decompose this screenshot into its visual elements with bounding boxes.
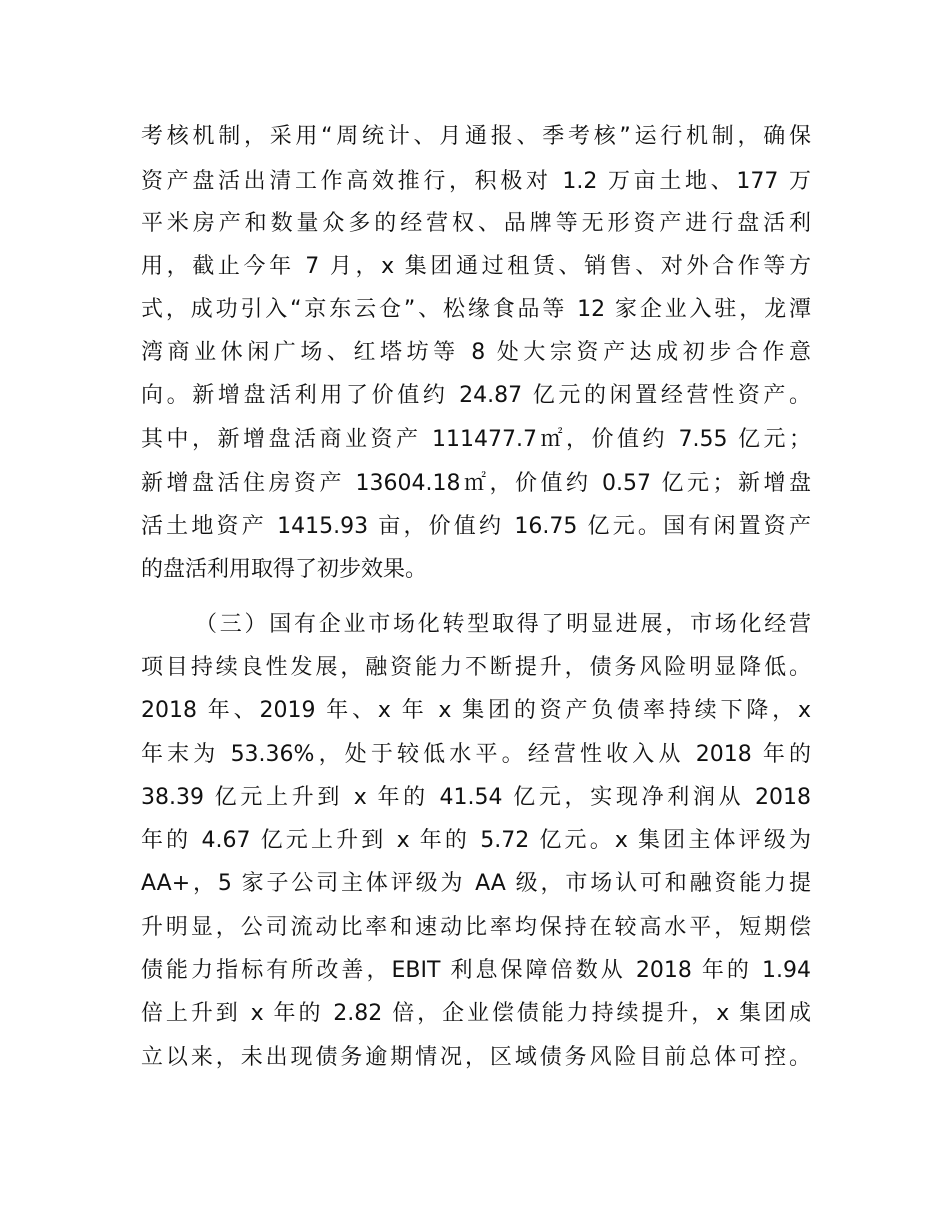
paragraph-2-line-5: 38.39 亿元上升到 x 年的 41.54 亿元，实现净利润从 2018 (141, 785, 811, 810)
paragraph-1-line-3: 平米房产和数量众多的经营权、品牌等无形资产进行盘活利 (141, 211, 811, 236)
paragraph-1-line-11: 的盘活利用取得了初步效果。 (141, 557, 428, 582)
paragraph-2-line-1: （三）国有企业市场化转型取得了明显进展，市场化经营 (195, 612, 811, 637)
paragraph-2-line-3: 2018 年、2019 年、x 年 x 集团的资产负债率持续下降，x (141, 698, 811, 723)
paragraph-2-line-8: 升明显，公司流动比率和速动比率均保持在较高水平，短期偿 (141, 915, 811, 940)
paragraph-1-line-1: 考核机制，采用“周统计、月通报、季考核”运行机制，确保 (141, 124, 811, 149)
paragraph-1-line-4: 用，截止今年 7 月，x 集团通过租赁、销售、对外合作等方 (141, 254, 811, 279)
paragraph-1-line-2: 资产盘活出清工作高效推行，积极对 1.2 万亩土地、177 万 (141, 169, 811, 194)
paragraph-1-line-8: 其中，新增盘活商业资产 111477.7㎡，价值约 7.55 亿元； (141, 427, 811, 452)
paragraph-1-line-7: 向。新增盘活利用了价值约 24.87 亿元的闲置经营性资产。 (141, 383, 811, 408)
paragraph-2-line-11: 立以来，未出现债务逾期情况，区域债务风险目前总体可控。 (141, 1045, 811, 1070)
paragraph-1-line-6: 湾商业休闲广场、红塔坊等 8 处大宗资产达成初步合作意 (141, 340, 811, 365)
paragraph-2-line-4: 年末为 53.36%，处于较低水平。经营性收入从 2018 年的 (141, 742, 811, 767)
paragraph-1-line-10: 活土地资产 1415.93 亩，价值约 16.75 亿元。国有闲置资产 (141, 514, 811, 539)
paragraph-1-line-5: 式，成功引入“京东云仓”、松缘食品等 12 家企业入驻，龙潭 (141, 297, 811, 322)
paragraph-2-line-10: 倍上升到 x 年的 2.82 倍，企业偿债能力持续提升，x 集团成 (141, 1001, 811, 1026)
paragraph-1-line-9: 新增盘活住房资产 13604.18㎡，价值约 0.57 亿元；新增盘 (141, 471, 811, 496)
paragraph-2-line-2: 项目持续良性发展，融资能力不断提升，债务风险明显降低。 (141, 655, 811, 680)
paragraph-2-line-6: 年的 4.67 亿元上升到 x 年的 5.72 亿元。x 集团主体评级为 (141, 828, 811, 853)
paragraph-2-line-9: 债能力指标有所改善，EBIT 利息保障倍数从 2018 年的 1.94 (141, 958, 811, 983)
paragraph-2-line-7: AA+，5 家子公司主体评级为 AA 级，市场认可和融资能力提 (141, 871, 811, 896)
